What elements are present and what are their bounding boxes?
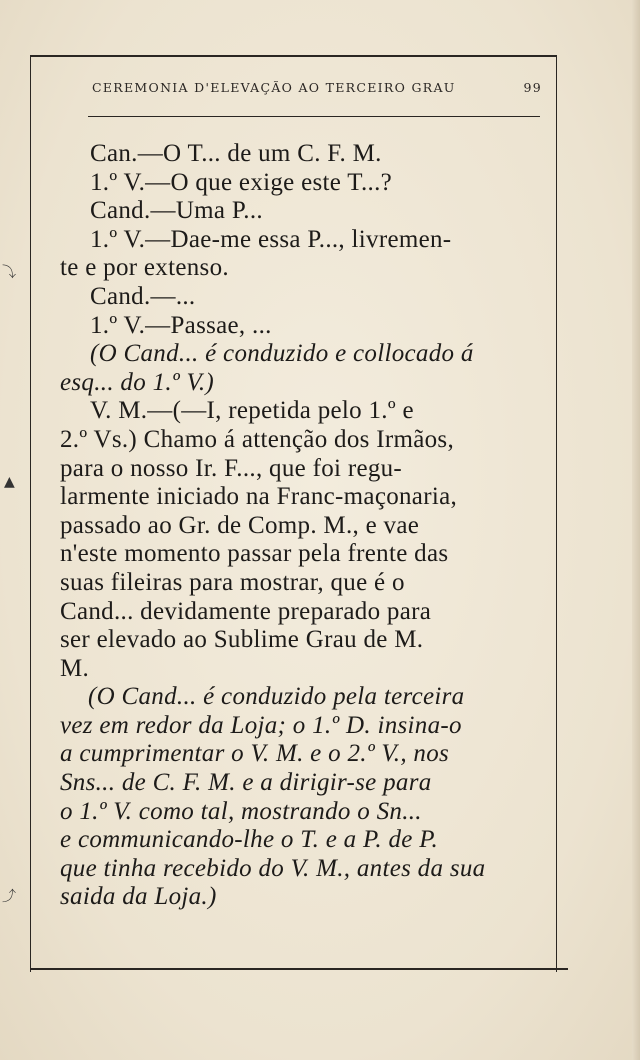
text-line: Can.—O T... de um C. F. M. — [90, 140, 382, 167]
stage-direction-line: e communicando-lhe o T. e a P. de P. — [60, 826, 439, 854]
stage-direction-line: o 1.º V. como tal, mostrando o Sn... — [60, 797, 422, 825]
text-line: 2.º Vs.) Chamo á attenção dos Irmãos, — [60, 425, 454, 453]
stage-direction-line: esq... do 1.º V.) — [60, 368, 215, 396]
head-rule — [88, 116, 540, 117]
page-edge — [632, 0, 640, 1060]
text-line: M. — [60, 654, 90, 682]
running-head — [92, 80, 542, 95]
text-line: te e por extenso. — [60, 254, 229, 282]
stage-direction-line: vez em redor da Loja; o 1.º D. insina-o — [60, 711, 462, 739]
margin-mark-icon: ▲ — [4, 474, 15, 490]
text-line: ser elevado ao Sublime Grau de M. — [60, 626, 424, 654]
stage-direction-line: Sns... de C. F. M. e a dirigir-se para — [60, 769, 432, 797]
stage-direction-line: (O Cand... é conduzido pela terceira — [88, 683, 465, 711]
page-number: 99 — [523, 80, 542, 95]
text-line: n'este momento passar pela frente das — [60, 540, 449, 568]
text-line: 1.º V.—Passae, ... — [90, 311, 272, 339]
stage-direction-line: que tinha recebido do V. M., antes da sua — [60, 854, 486, 882]
stage-direction-line: (O Cand... é conduzido e collocado á — [90, 340, 474, 368]
text-line: Cand.—... — [90, 282, 196, 310]
text-line: para o nosso Ir. F..., que foi regu- — [60, 454, 403, 482]
text-line: 1.º V.—Dae-me essa P..., livremen- — [90, 225, 452, 253]
page-body — [60, 140, 536, 912]
text-line: Cand... devidamente preparado para — [60, 597, 432, 625]
frame-bottom-rule — [30, 968, 568, 970]
stage-direction-line: saida da Loja.) — [60, 883, 217, 911]
text-line: larmente iniciado na Franc-maçonaria, — [60, 483, 458, 511]
text-line: Cand.—Uma P... — [90, 197, 263, 225]
margin-mark-icon: ⤵ — [2, 265, 16, 281]
text-line: suas fileiras para mostrar, que é o — [60, 568, 405, 596]
text-line: 1.º V.—O que exige este T...? — [90, 168, 393, 196]
text-line: passado ao Gr. de Comp. M., e vae — [60, 511, 420, 539]
stage-direction-line: a cumprimentar o V. M. e o 2.º V., nos — [60, 740, 450, 768]
text-line: V. M.—(—I, repetida pelo 1.º e — [90, 397, 414, 425]
running-head-title: CEREMONIA D'ELEVAÇÃO AO TERCEIRO GRAU — [92, 80, 456, 95]
margin-mark-icon: ⤴ — [2, 889, 16, 905]
